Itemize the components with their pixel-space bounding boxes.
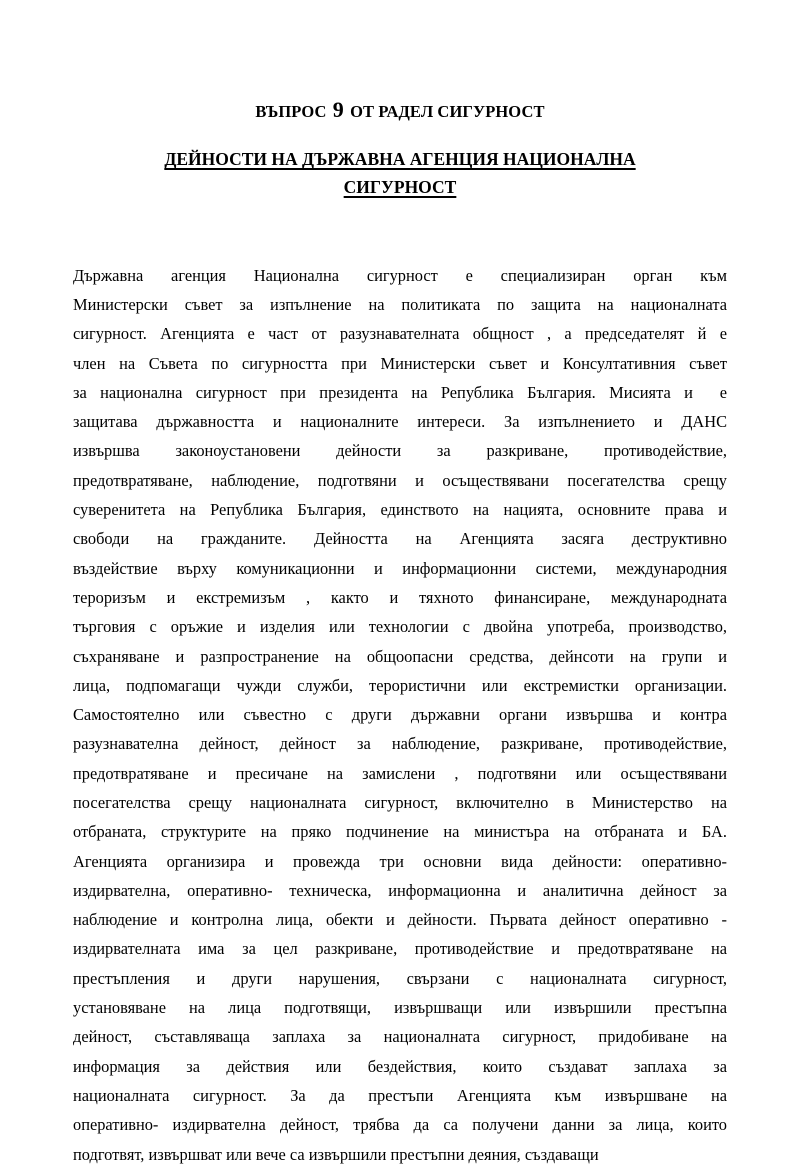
body-line: търговия с оръжие и изделия или технологии с двойна употреба, производство, — [73, 617, 727, 637]
body-line: за национална сигурност при президента на Република България. Мисията и е — [73, 382, 727, 402]
section-heading-line-2: СИГУРНОСТ — [343, 176, 457, 197]
page-title-question-number: 9 — [332, 97, 344, 122]
body-line: лица, подпомагащи чужди служби, терористични или екстремистки организации. — [73, 675, 727, 695]
body-line: извършва законоустановени дейности за разкриване, противодействие, — [73, 441, 727, 461]
body-line: подготвят, извършват или вече са извършили престъпни деяния, създаващи — [73, 1144, 599, 1164]
body-line: сигурност. Агенцията е част от разузнавателната общност , а председателят й е — [73, 324, 727, 344]
body-line: информация за действия или бездействия, които създават заплаха за — [73, 1056, 727, 1076]
section-heading — [73, 123, 727, 200]
section-heading-line-1: ДЕЙНОСТИ НА ДЪРЖАВНА АГЕНЦИЯ НАЦИОНАЛНА — [164, 149, 636, 170]
body-line: съхраняване и разпространение на общоопасни средства, дейнсоти на групи и — [73, 646, 727, 666]
body-line: националната сигурност. За да престъпи Агенцията към извършване на — [73, 1085, 727, 1105]
body-text-block — [73, 201, 727, 1169]
body-line: посегателства срещу националната сигурност, включително в Министерство на — [73, 792, 727, 812]
page-title-prefix: ВЪПРОС — [255, 102, 327, 121]
body-line: Държавна агенция Националнa сигурност е специализиран орган към — [73, 265, 727, 285]
body-line: суверенитета на Република България, единството на нацията, основните права и — [73, 500, 727, 520]
body-line: свободи на гражданите. Дейността на Агенцията засяга деструктивно — [73, 529, 727, 549]
body-line: престъпления и други нарушения, свързани с националната сигурност, — [73, 968, 727, 988]
document-content — [73, 0, 727, 1169]
body-line: оперативно- издирвателна дейност, трябва да са получени данни за лица, които — [73, 1115, 727, 1135]
body-line: разузнавателна дейност, дейност за наблюдение, разкриване, противодействие, — [73, 734, 727, 754]
body-line: предотвратяване и пресичане на замислени , подготвяни или осъществявани — [73, 763, 727, 783]
page-title — [73, 0, 727, 123]
body-line: Самостоятелно или съвестно с други държавни органи извършва и контра — [73, 705, 727, 725]
body-line: издирвателна, оперативно- техническа, информационна и аналитична дейност за — [73, 880, 727, 900]
body-line: въздействие върху комуникационни и информационни системи, международния — [73, 558, 727, 578]
body-line: предотвратяване, наблюдение, подготвяни и осъществявани посегателства срещу — [73, 470, 727, 490]
body-line: Агенцията организира и провежда три основни вида дейности: оперативно- — [73, 851, 727, 871]
body-line: отбраната, структурите на пряко подчинение на министъра на отбраната и БА. — [73, 822, 727, 842]
body-line: наблюдение и контролна лица, обекти и дейности. Първата дейност оперативно - — [73, 910, 727, 930]
body-line: установяване на лица подготвящи, извършващи или извършили престъпна — [73, 998, 727, 1018]
page-title-suffix: ОТ РАДЕЛ СИГУРНОСТ — [350, 102, 545, 121]
body-line: дейност, съставляваща заплаха за националната сигурност, придобиване на — [73, 1027, 727, 1047]
body-line: Министерски съвет за изпълнение на политиката по защита на националната — [73, 294, 727, 314]
body-paragraph — [73, 261, 727, 1169]
body-line: член на Съвета по сигурността при Министерски съвет и Консултативния съвет — [73, 353, 727, 373]
body-line: издирвателната има за цел разкриване, противодействие и предотвратяване на — [73, 939, 727, 959]
body-line: защитава държавността и националните интереси. За изпълнението и ДАНС — [73, 412, 727, 432]
body-line: тероризъм и екстремизъм , както и тяхното финансиране, международната — [73, 587, 727, 607]
